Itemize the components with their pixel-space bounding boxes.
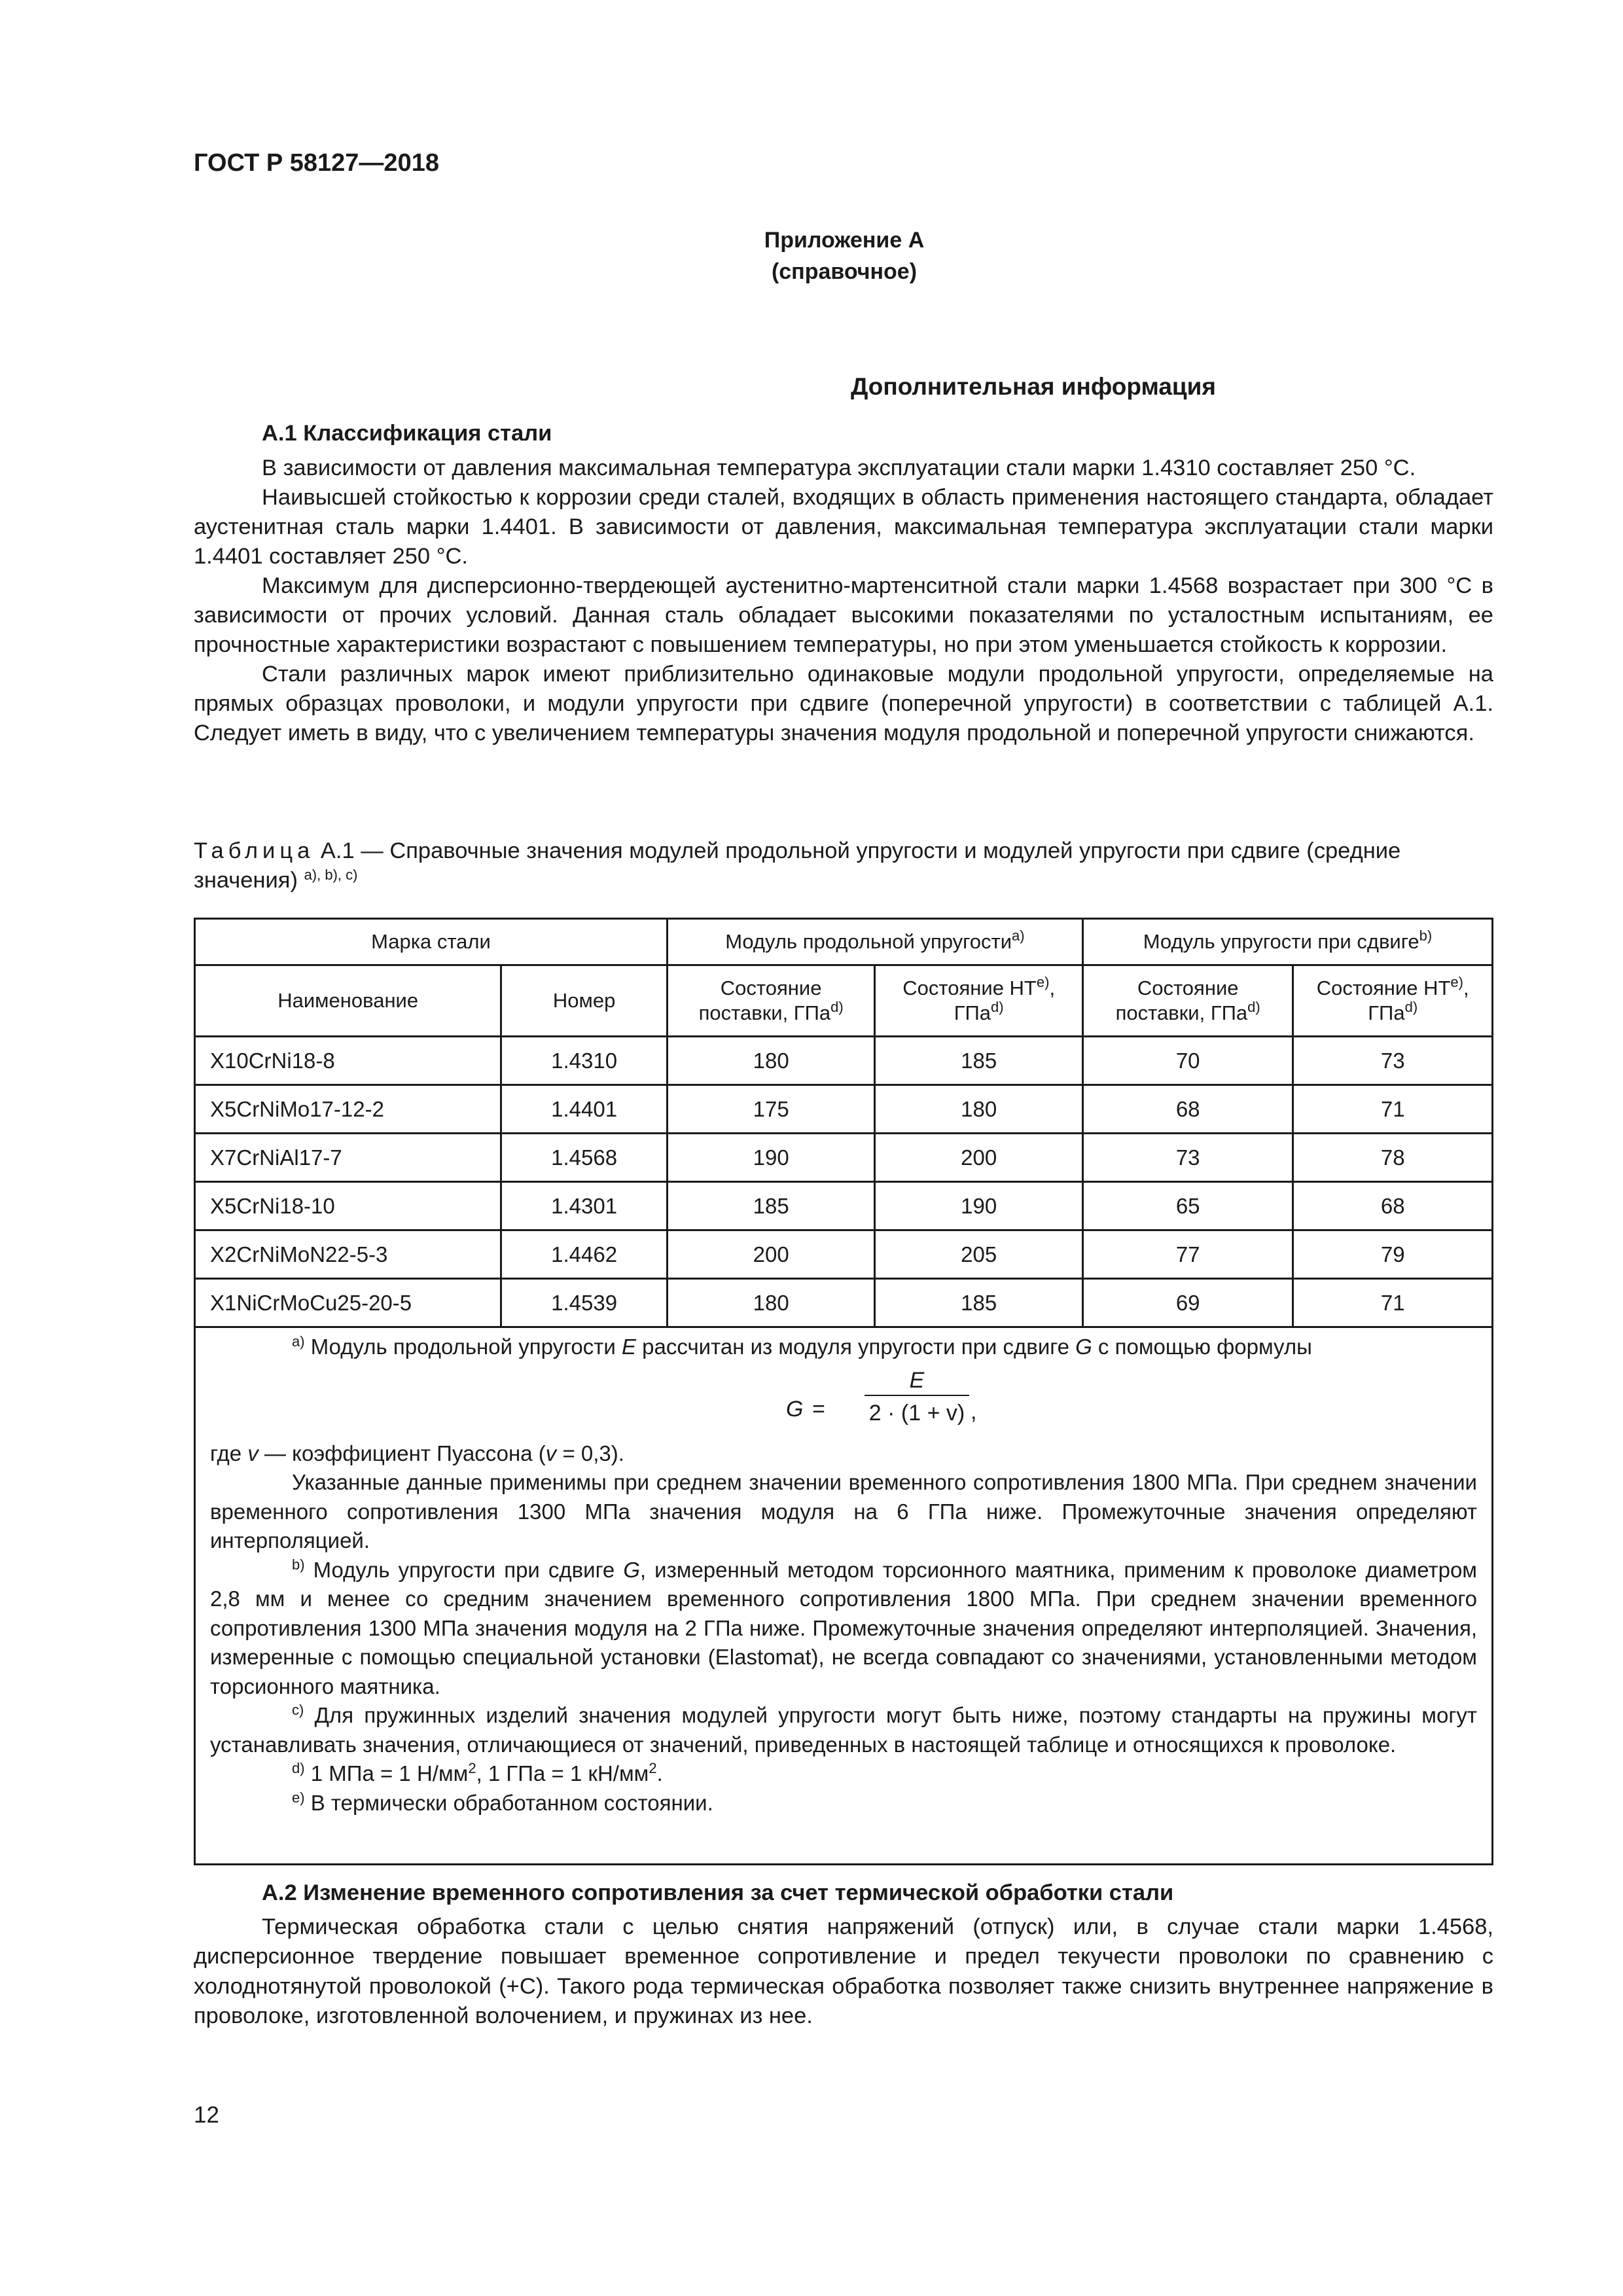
footnote-a-extra: Указанные данные применимы при среднем значении временного сопротивления 1800 МПа. При среднем значении временного сопротивления 1300 МПа значения модуля на 6 ГПа ниже. Промежуточные значения определяют интерполяцией. bbox=[210, 1470, 1477, 1552]
table-row: X2CrNiMoN22-5-3 1.4462 200 205 77 79 bbox=[195, 1230, 1493, 1279]
table-caption-label: Таблица bbox=[194, 838, 315, 863]
paragraph: Термическая обработка стали с целью снятия напряжений (отпуск) или, в случае стали марки 1.4568, дисперсионное твердение повышает временное сопротивление и предел текучести проволоки по сравнению с холоднотянутой проволокой (+С). Такого рода термическая обработка позволяет также снизить внутреннее напряжение в проволоке, изготовленной волочением, и пружинах из нее. bbox=[194, 1914, 1493, 2028]
appendix-kind: (справочное) bbox=[771, 259, 918, 284]
section-a1 bbox=[194, 419, 1493, 748]
header-elastic-modulus: Модуль продольной упругости$^{а)}$ bbox=[667, 919, 1082, 965]
shear-modulus-formula: G = E 2 · (1 + v) , bbox=[210, 1362, 1477, 1439]
header-e-delivery: Состояние поставки, ГПа$^{d)}$ bbox=[667, 965, 875, 1037]
footnote-a: $^{а)}$ Модуль продольной упругости E рассчитан из модуля упругости при сдвиге G с помощью формулы bbox=[292, 1333, 1312, 1359]
table-row: X10CrNi18-8 1.4310 180 185 70 73 bbox=[195, 1037, 1493, 1085]
section-a2-heading: А.2 Изменение временного сопротивления за счет термической обработки стали bbox=[262, 1880, 1174, 1905]
appendix-title: Приложение А bbox=[764, 228, 925, 253]
footnote-a-where: где v — коэффициент Пуассона (v = 0,3). bbox=[210, 1441, 624, 1465]
header-g-delivery: Состояние поставки, ГПа$^{d)}$ bbox=[1082, 965, 1293, 1037]
paragraph: Стали различных марок имеют приблизительно одинаковые модули продольной упругости, определяемые на прямых образцах проволоки, и модули упругости при сдвиге (поперечной упругости) в соответствии с таблицей А.1. Следует иметь в виду, что с увеличением температуры значения модуля продольной и поперечной упругости снижаются. bbox=[194, 662, 1493, 745]
header-shear-modulus: Модуль упругости при сдвиге$^{b)}$ bbox=[1082, 919, 1492, 965]
elastic-moduli-table bbox=[194, 918, 1493, 1328]
table-row: X7CrNiAl17-7 1.4568 190 200 73 78 bbox=[195, 1134, 1493, 1182]
main-title: Дополнительная информация bbox=[850, 373, 1217, 400]
paragraph: В зависимости от давления максимальная температура эксплуатации стали марки 1.4310 составляет 250 °С. bbox=[262, 456, 1416, 480]
footnote-b: $^{b)}$ Модуль упругости при сдвиге G, измеренный методом торсионного маятника, применим к проволоке диаметром 2,8 мм и менее со средним значением временного сопротивления 1800 МПа. При среднем значении временного сопротивления 1300 МПа значения модуля на 2 ГПа ниже. Промежуточные значения определяют интерполяцией. Значения, измеренные с помощью специальной установки (Elastomat), не всегда совпадают со значениями, установленными методом торсионного маятника. bbox=[210, 1556, 1477, 1698]
formula-fraction: E 2 · (1 + v) bbox=[865, 1366, 969, 1427]
section-a1-heading: А.1 Классификация стали bbox=[262, 421, 552, 446]
table-group-header-row bbox=[195, 919, 1493, 965]
header-name: Наименование bbox=[195, 965, 501, 1037]
table-caption-text: А.1 — Справочные значения модулей продольной упругости и модулей упругости при сдвиге (средние значения) bbox=[194, 838, 1401, 893]
standard-header: ГОСТ Р 58127—2018 bbox=[194, 149, 439, 177]
table-row: X5CrNiMo17-12-2 1.4401 175 180 68 71 bbox=[195, 1085, 1493, 1134]
table-caption bbox=[194, 836, 1493, 895]
header-number: Номер bbox=[501, 965, 668, 1037]
paragraph: Максимум для дисперсионно-твердеющей аустенитно-мартенситной стали марки 1.4568 возрастает при 300 °С в зависимости от прочих условий. Данная сталь обладает высокими показателями по усталостным испытаниям, ее прочностные характеристики возрастают с повышением температуры, но при этом уменьшается стойкость к коррозии. bbox=[194, 573, 1493, 657]
table-footnotes bbox=[194, 1323, 1493, 1865]
paragraph: Наивысшей стойкостью к коррозии среди сталей, входящих в область применения настоящего стандарта, обладает аустенитная сталь марки 1.4401. В зависимости от давления, максимальная температура эксплуатации стали марки 1.4401 составляет 250 °С. bbox=[194, 485, 1493, 569]
header-e-ht: Состояние НТ$^{e)}$, ГПа$^{d)}$ bbox=[875, 965, 1083, 1037]
header-steel-grade: Марка стали bbox=[195, 919, 668, 965]
table-caption-footnotes: а), b), c) bbox=[304, 867, 358, 883]
header-g-ht: Состояние НТ$^{e)}$, ГПа$^{d)}$ bbox=[1293, 965, 1493, 1037]
footnote-c: $^{c)}$ Для пружинных изделий значения модулей упругости могут быть ниже, поэтому стандарты на пружины могут устанавливать значения, отличающиеся от значений, приведенных в настоящей таблице и относящихся к проволоке. bbox=[210, 1702, 1477, 1757]
footnote-d: $^{d)}$ 1 МПа = 1 $Н/мм^2$, 1 ГПа = 1 $кН/мм^2$. bbox=[292, 1760, 663, 1785]
footnote-e: $^{e)}$ В термически обработанном состоянии. bbox=[292, 1789, 713, 1815]
table-sub-header-row bbox=[195, 965, 1493, 1037]
appendix-title-block bbox=[589, 224, 1099, 287]
section-a2 bbox=[194, 1878, 1493, 2032]
table-row: X5CrNi18-10 1.4301 185 190 65 68 bbox=[195, 1182, 1493, 1230]
table-row: X1NiCrMoCu25-20-5 1.4539 180 185 69 71 bbox=[195, 1279, 1493, 1327]
page-number: 12 bbox=[194, 2102, 219, 2128]
